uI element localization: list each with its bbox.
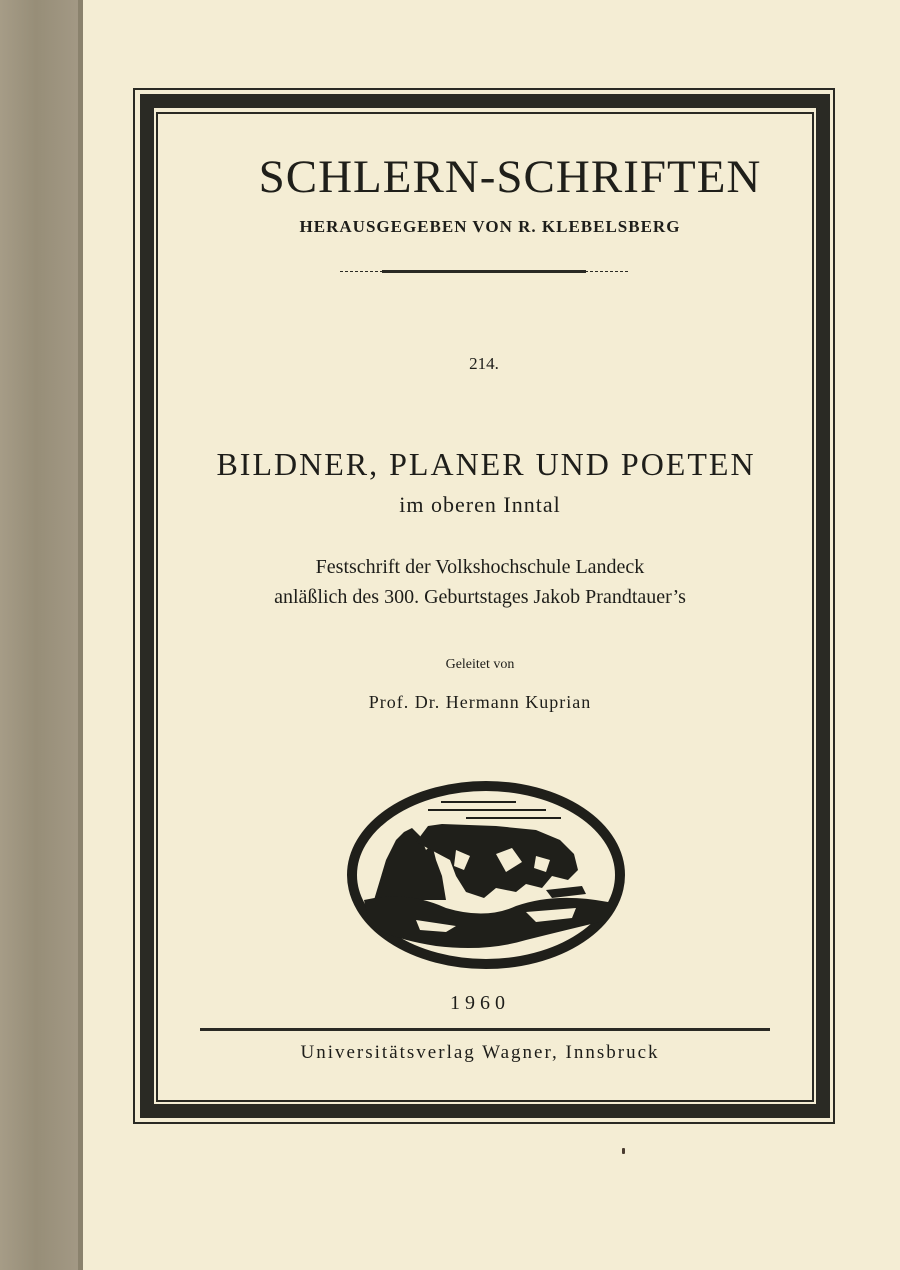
publisher: Universitätsverlag Wagner, Innsbruck — [300, 1042, 660, 1063]
paper-speck — [622, 1148, 625, 1154]
bottom-rule — [200, 1028, 770, 1031]
mountain-landscape-emblem-icon — [346, 780, 626, 970]
subtitle: im oberen Inntal — [399, 492, 561, 517]
series-title: SCHLERN-SCHRIFTEN — [258, 151, 762, 203]
rule-thick-line — [382, 270, 586, 273]
publication-year: 1960 — [450, 992, 510, 1014]
volume-number: 214. — [469, 354, 499, 373]
ornamental-rule — [340, 270, 628, 273]
main-title: BILDNER, PLANER UND POETEN — [216, 446, 756, 482]
intro-label: Geleitet von — [445, 657, 515, 672]
author-name: Prof. Dr. Hermann Kuprian — [368, 692, 592, 712]
festschrift-line: Festschrift der Volkshochschule Landeck — [315, 556, 645, 578]
occasion-line: anläßlich des 300. Geburtstages Jakob Prandtauer’s — [274, 586, 686, 608]
editor-line: HERAUSGEGEBEN VON R. KLEBELSBERG — [299, 217, 681, 236]
